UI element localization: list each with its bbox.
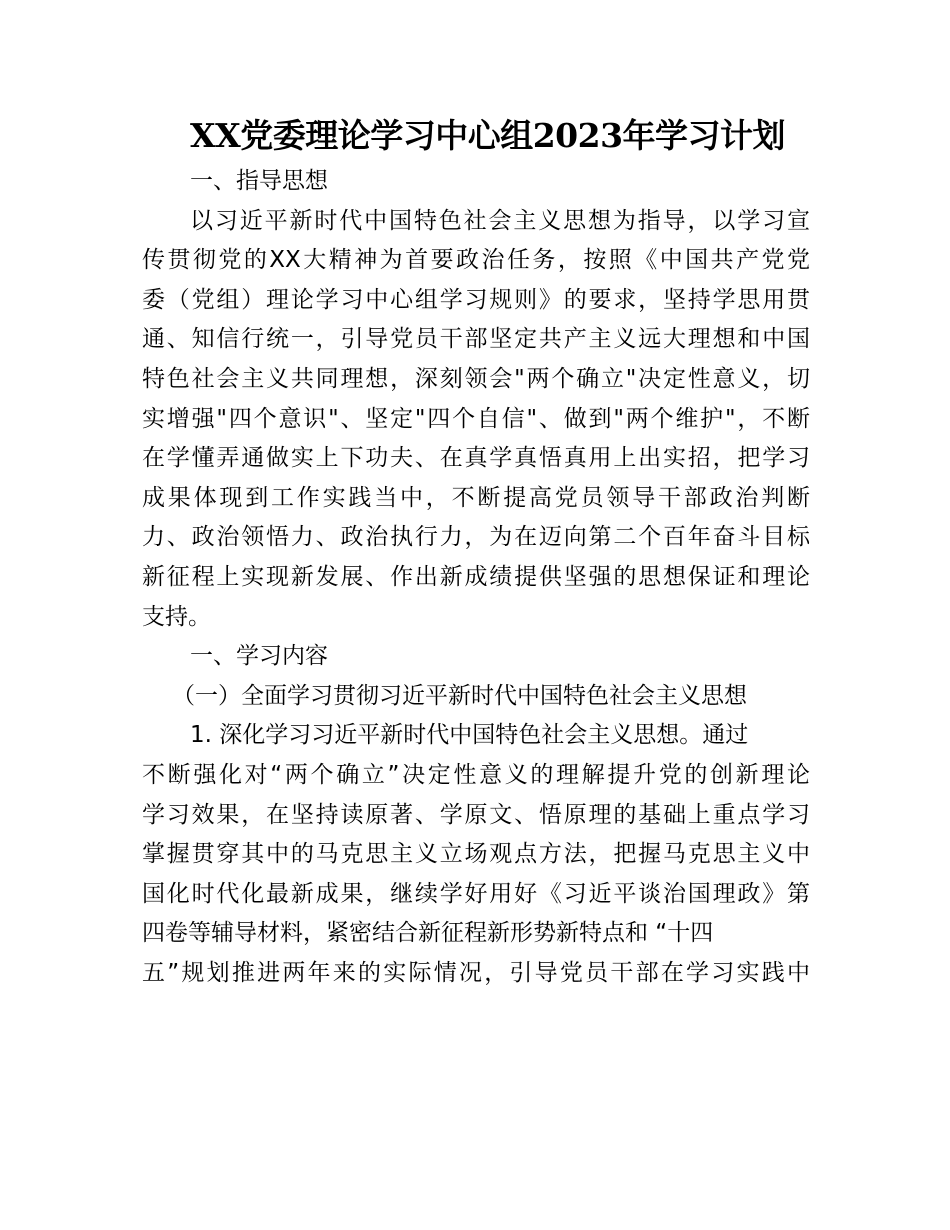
paragraph-line: 成果体现到工作实践当中，不断提高党员领导干部政治判断 — [142, 484, 810, 511]
paragraph-line: 不断强化对“两个确立”决定性意义的理解提升党的创新理论 — [142, 761, 810, 788]
paragraph-line: 力、政治领悟力、政治执行力，为在迈向第二个百年奋斗目标 — [142, 524, 810, 551]
paragraph-line: 以习近平新时代中国特色社会主义思想为指导，以学习宣 — [190, 207, 810, 234]
section-heading-guiding-ideology: 一、指导思想 — [190, 168, 328, 194]
paragraph-line: 在学懂弄通做实上下功夫、在真学真悟真用上出实招，把学习 — [142, 445, 810, 472]
paragraph-line: 支持。 — [142, 603, 211, 630]
paragraph-line: 四卷等辅导材料，紧密结合新征程新形势新特点和 “十四 — [142, 920, 714, 947]
document-title: XX党委理论学习中心组2023年学习计划 — [190, 116, 786, 155]
paragraph-line: 学习效果，在坚持读原著、学原文、悟原理的基础上重点学习 — [142, 801, 810, 828]
subsection-heading: （一）全面学习贯彻习近平新时代中国特色社会主义思想 — [172, 682, 747, 709]
paragraph-line: 传贯彻党的XX大精神为首要政治任务，按照《中国共产党党 — [142, 247, 810, 274]
paragraph-line: 五”规划推进两年来的实际情况，引导党员干部在学习实践中 — [142, 959, 810, 986]
paragraph-line: 新征程上实现新发展、作出新成绩提供坚强的思想保证和理论 — [142, 563, 810, 590]
paragraph-line: 实增强"四个意识"、坚定"四个自信"、做到"两个维护"，不断 — [142, 405, 810, 432]
paragraph-line: 掌握贯穿其中的马克思主义立场观点方法，把握马克思主义中 — [142, 841, 810, 868]
document-body — [142, 162, 810, 993]
paragraph-line: 委（党组）理论学习中心组学习规则》的要求，坚持学思用贯 — [142, 286, 810, 313]
paragraph-line: 1. 深化学习习近平新时代中国特色社会主义思想。通过 — [190, 722, 749, 749]
paragraph-line: 特色社会主义共同理想，深刻领会"两个确立"决定性意义，切 — [142, 365, 810, 392]
paragraph-line: 通、知信行统一，引导党员干部坚定共产主义远大理想和中国 — [142, 326, 810, 353]
paragraph-line: 国化时代化最新成果，继续学好用好《习近平谈治国理政》第 — [142, 880, 810, 907]
section-heading-study-content: 一、学习内容 — [190, 643, 328, 670]
